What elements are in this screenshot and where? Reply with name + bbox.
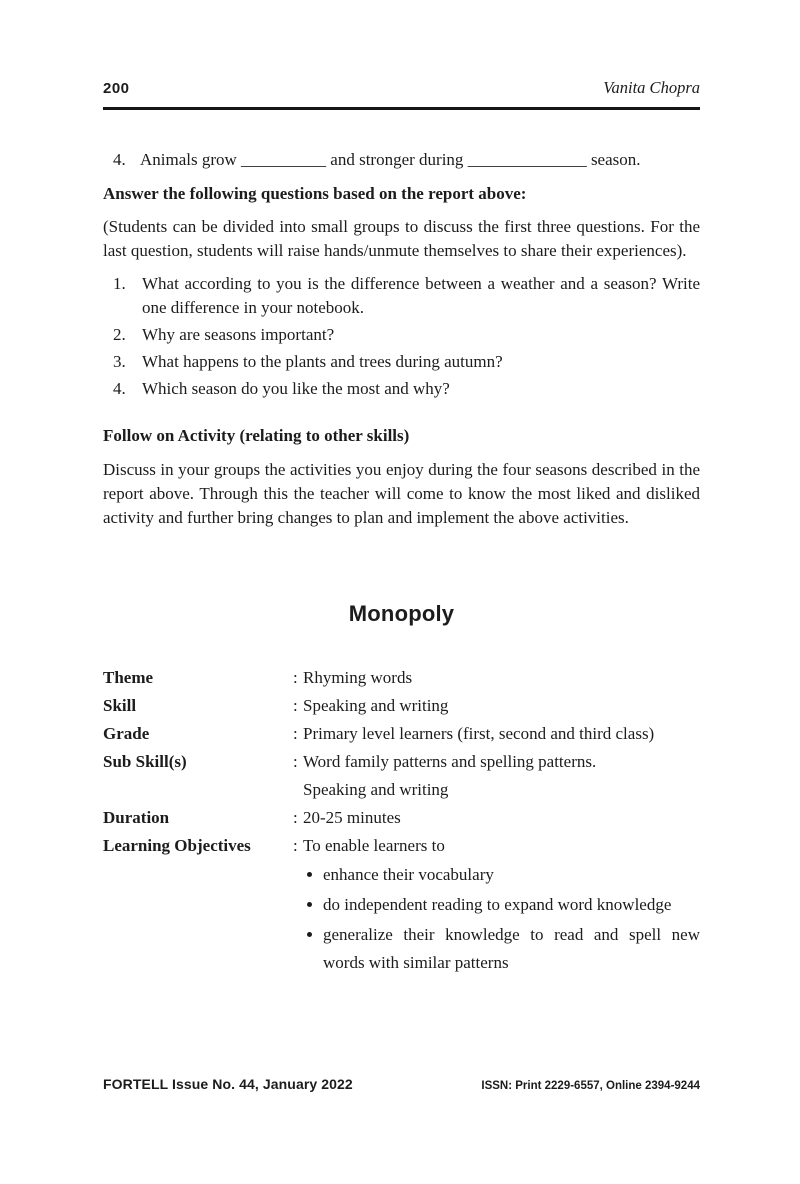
activity-title: Monopoly	[348, 601, 455, 626]
fill-blank-1: __________	[241, 150, 327, 169]
objective-text: generalize their knowledge to read and spell new words with similar patterns	[323, 925, 700, 972]
follow-on-paragraph: Discuss in your groups the activities you enjoy during the four seasons described in the report above. Through this the teacher will come to know the most liked and disliked activity and further bring changes to plan and implement the above activities.	[103, 460, 700, 527]
question-number: 4.	[113, 379, 126, 398]
question-text: What according to you is the difference between a weather and a season? Write one difference in your notebook.	[142, 274, 700, 317]
objective-item	[303, 891, 700, 919]
def-value	[303, 748, 700, 804]
def-label: Duration	[103, 808, 170, 827]
instruction-note: (Students can be divided into small groups to discuss the first three questions. For the last question, students will raise hands/unmute themselves to share their experiences).	[103, 217, 700, 260]
sentence-part: Animals grow	[140, 150, 237, 169]
sentence-part: and stronger during	[330, 150, 464, 169]
question-item	[103, 272, 700, 320]
question-number: 2.	[113, 325, 126, 344]
fill-blank-2: ______________	[467, 150, 587, 169]
def-colon: :	[293, 808, 298, 827]
objective-item	[303, 921, 700, 977]
objectives-list	[103, 861, 700, 977]
question-number: 3.	[113, 352, 126, 371]
def-row-learning-objectives	[103, 832, 700, 860]
def-value: Speaking and writing	[303, 696, 449, 715]
page-number: 200	[103, 80, 130, 97]
question-item	[103, 377, 700, 401]
def-row-theme	[103, 664, 700, 692]
def-value: 20-25 minutes	[303, 808, 401, 827]
item-number: 4.	[113, 150, 126, 169]
def-value-line: Speaking and writing	[303, 780, 449, 799]
question-number: 1.	[113, 274, 126, 293]
def-colon: :	[293, 836, 298, 855]
sentence-part: season.	[590, 150, 641, 169]
def-colon: :	[293, 752, 298, 771]
def-row-duration	[103, 804, 700, 832]
objective-item	[303, 861, 700, 889]
def-label: Learning Objectives	[103, 836, 251, 855]
def-value: Primary level learners (first, second and third class)	[303, 724, 655, 743]
def-label: Skill	[103, 696, 137, 715]
bullet-icon	[307, 902, 312, 907]
question-list	[103, 272, 700, 401]
def-row-subskills	[103, 748, 700, 804]
footer-issn: ISSN: Print 2229-6557, Online 2394-9244	[481, 1080, 700, 1092]
question-item	[103, 350, 700, 374]
def-colon: :	[293, 696, 298, 715]
fill-in-blank-text	[140, 148, 700, 172]
page-header	[103, 78, 700, 99]
header-rule	[103, 107, 700, 110]
activity-details	[103, 664, 700, 860]
page-footer	[103, 1076, 700, 1092]
def-colon: :	[293, 724, 298, 743]
bullet-icon	[307, 932, 312, 937]
def-label: Grade	[103, 724, 150, 743]
question-item	[103, 323, 700, 347]
def-row-grade	[103, 720, 700, 748]
def-value: To enable learners to	[303, 836, 445, 855]
question-text: Which season do you like the most and why?	[142, 379, 450, 398]
bullet-icon	[307, 872, 312, 877]
question-text: Why are seasons important?	[142, 325, 335, 344]
objective-text: do independent reading to expand word knowledge	[323, 895, 672, 914]
fill-in-blank-item	[103, 148, 700, 172]
def-colon: :	[293, 668, 298, 687]
question-text: What happens to the plants and trees during autumn?	[142, 352, 503, 371]
follow-on-heading: Follow on Activity (relating to other skills)	[103, 426, 410, 445]
running-head-author: Vanita Chopra	[603, 78, 700, 97]
objective-text: enhance their vocabulary	[323, 865, 494, 884]
def-row-skill	[103, 692, 700, 720]
def-label: Sub Skill(s)	[103, 752, 187, 771]
def-value-line: Word family patterns and spelling patterns.	[303, 752, 597, 771]
def-value: Rhyming words	[303, 668, 413, 687]
footer-issue: FORTELL Issue No. 44, January 2022	[103, 1076, 353, 1092]
def-label: Theme	[103, 668, 154, 687]
questions-heading: Answer the following questions based on the report above:	[103, 184, 527, 203]
